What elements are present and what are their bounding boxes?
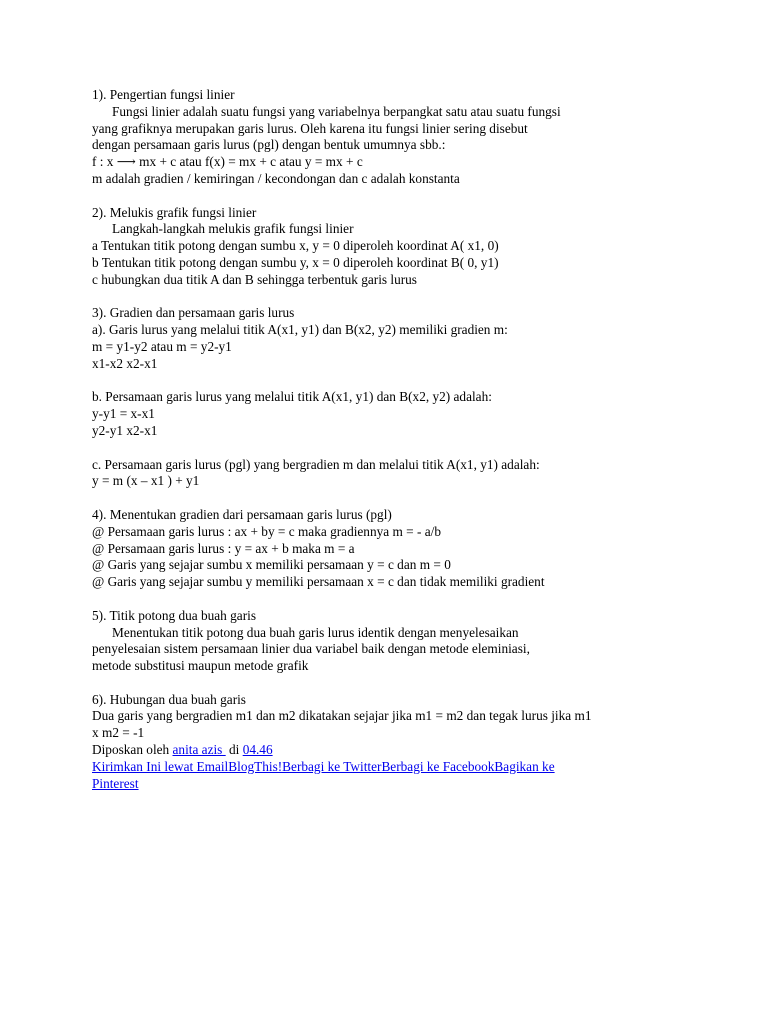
- text-line: dengan persamaan garis lurus (pgl) dengan bentuk umumnya sbb.:: [92, 137, 446, 153]
- text-line: Menentukan titik potong dua buah garis lurus identik dengan menyelesaikan: [112, 624, 519, 640]
- text-line: Dua garis yang bergradien m1 dan m2 dikatakan sejajar jika m1 = m2 dan tegak lurus jika m1: [92, 708, 592, 724]
- section-5: [92, 457, 692, 491]
- text-line: b Tentukan titik potong dengan sumbu y, x = 0 diperoleh koordinat B( 0, y1): [92, 254, 499, 270]
- document-sections: [92, 87, 692, 742]
- section-1: [92, 87, 692, 188]
- text-line: yang grafiknya merupakan garis lurus. Oleh karena itu fungsi linier sering disebut: [92, 120, 528, 136]
- text-line: @ Garis yang sejajar sumbu y memiliki persamaan x = c dan tidak memiliki gradient: [92, 574, 545, 590]
- share-pinterest-link[interactable]: Pinterest: [92, 775, 139, 791]
- paragraph-spacer: [92, 440, 692, 457]
- text-line: m = y1-y2 atau m = y2-y1: [92, 338, 232, 354]
- text-line: y = m (x – x1 ) + y1: [92, 473, 200, 489]
- section-3: [92, 305, 692, 372]
- paragraph-spacer: [92, 591, 692, 608]
- text-line: a). Garis lurus yang melalui titik A(x1, y1) dan B(x2, y2) memiliki gradien m:: [92, 322, 508, 338]
- paragraph-spacer: [92, 373, 692, 390]
- text-line: Fungsi linier adalah suatu fungsi yang variabelnya berpangkat satu atau suatu fungsi: [112, 103, 561, 119]
- share-links-line1[interactable]: Kirimkan Ini lewat EmailBlogThis!Berbagi ke TwitterBerbagi ke FacebookBagikan ke: [92, 758, 555, 774]
- text-line: metode substitusi maupun metode grafik: [92, 658, 309, 674]
- posted-at-label: di: [225, 742, 243, 758]
- section-7: [92, 608, 692, 675]
- paragraph-spacer: [92, 675, 692, 692]
- section-heading: 6). Hubungan dua buah garis: [92, 691, 246, 707]
- text-line: m adalah gradien / kemiringan / kecondongan dan c adalah konstanta: [92, 170, 460, 186]
- section-heading: 5). Titik potong dua buah garis: [92, 607, 256, 623]
- text-line: @ Persamaan garis lurus : y = ax + b maka m = a: [92, 540, 355, 556]
- share-links-cont: [92, 776, 692, 793]
- text-line: y2-y1 x2-x1: [92, 422, 158, 438]
- section-heading: 4). Menentukan gradien dari persamaan garis lurus (pgl): [92, 506, 392, 522]
- paragraph-spacer: [92, 188, 692, 205]
- section-6: [92, 507, 692, 591]
- document-body: [92, 87, 692, 792]
- text-line: x m2 = -1: [92, 725, 145, 741]
- text-line: @ Garis yang sejajar sumbu x memiliki persamaan y = c dan m = 0: [92, 557, 451, 573]
- post-time-link[interactable]: 04.46: [242, 742, 273, 758]
- section-heading: 2). Melukis grafik fungsi linier: [92, 204, 257, 220]
- paragraph-spacer: [92, 289, 692, 306]
- post-meta: [92, 742, 692, 759]
- author-link[interactable]: anita azis: [172, 742, 226, 758]
- text-line: f : x ⟶ mx + c atau f(x) = mx + c atau y = mx + c: [92, 154, 363, 170]
- posted-by-label: Diposkan oleh: [92, 742, 173, 758]
- section-heading: 3). Gradien dan persamaan garis lurus: [92, 305, 295, 321]
- section-8: [92, 692, 692, 742]
- section-heading: c. Persamaan garis lurus (pgl) yang bergradien m dan melalui titik A(x1, y1) adalah:: [92, 456, 540, 472]
- text-line: penyelesaian sistem persamaan linier dua variabel baik dengan metode eleminiasi,: [92, 641, 530, 657]
- text-line: x1-x2 x2-x1: [92, 355, 158, 371]
- text-line: @ Persamaan garis lurus : ax + by = c maka gradiennya m = - a/b: [92, 523, 441, 539]
- section-2: [92, 205, 692, 289]
- section-heading: 1). Pengertian fungsi linier: [92, 87, 235, 102]
- text-line: Langkah-langkah melukis grafik fungsi linier: [112, 221, 354, 237]
- text-line: a Tentukan titik potong dengan sumbu x, y = 0 diperoleh koordinat A( x1, 0): [92, 238, 499, 254]
- section-4: [92, 389, 692, 439]
- section-heading: b. Persamaan garis lurus yang melalui titik A(x1, y1) dan B(x2, y2) adalah:: [92, 389, 492, 405]
- paragraph-spacer: [92, 490, 692, 507]
- text-line: c hubungkan dua titik A dan B sehingga terbentuk garis lurus: [92, 271, 417, 287]
- share-links: [92, 759, 692, 776]
- text-line: y-y1 = x-x1: [92, 406, 155, 422]
